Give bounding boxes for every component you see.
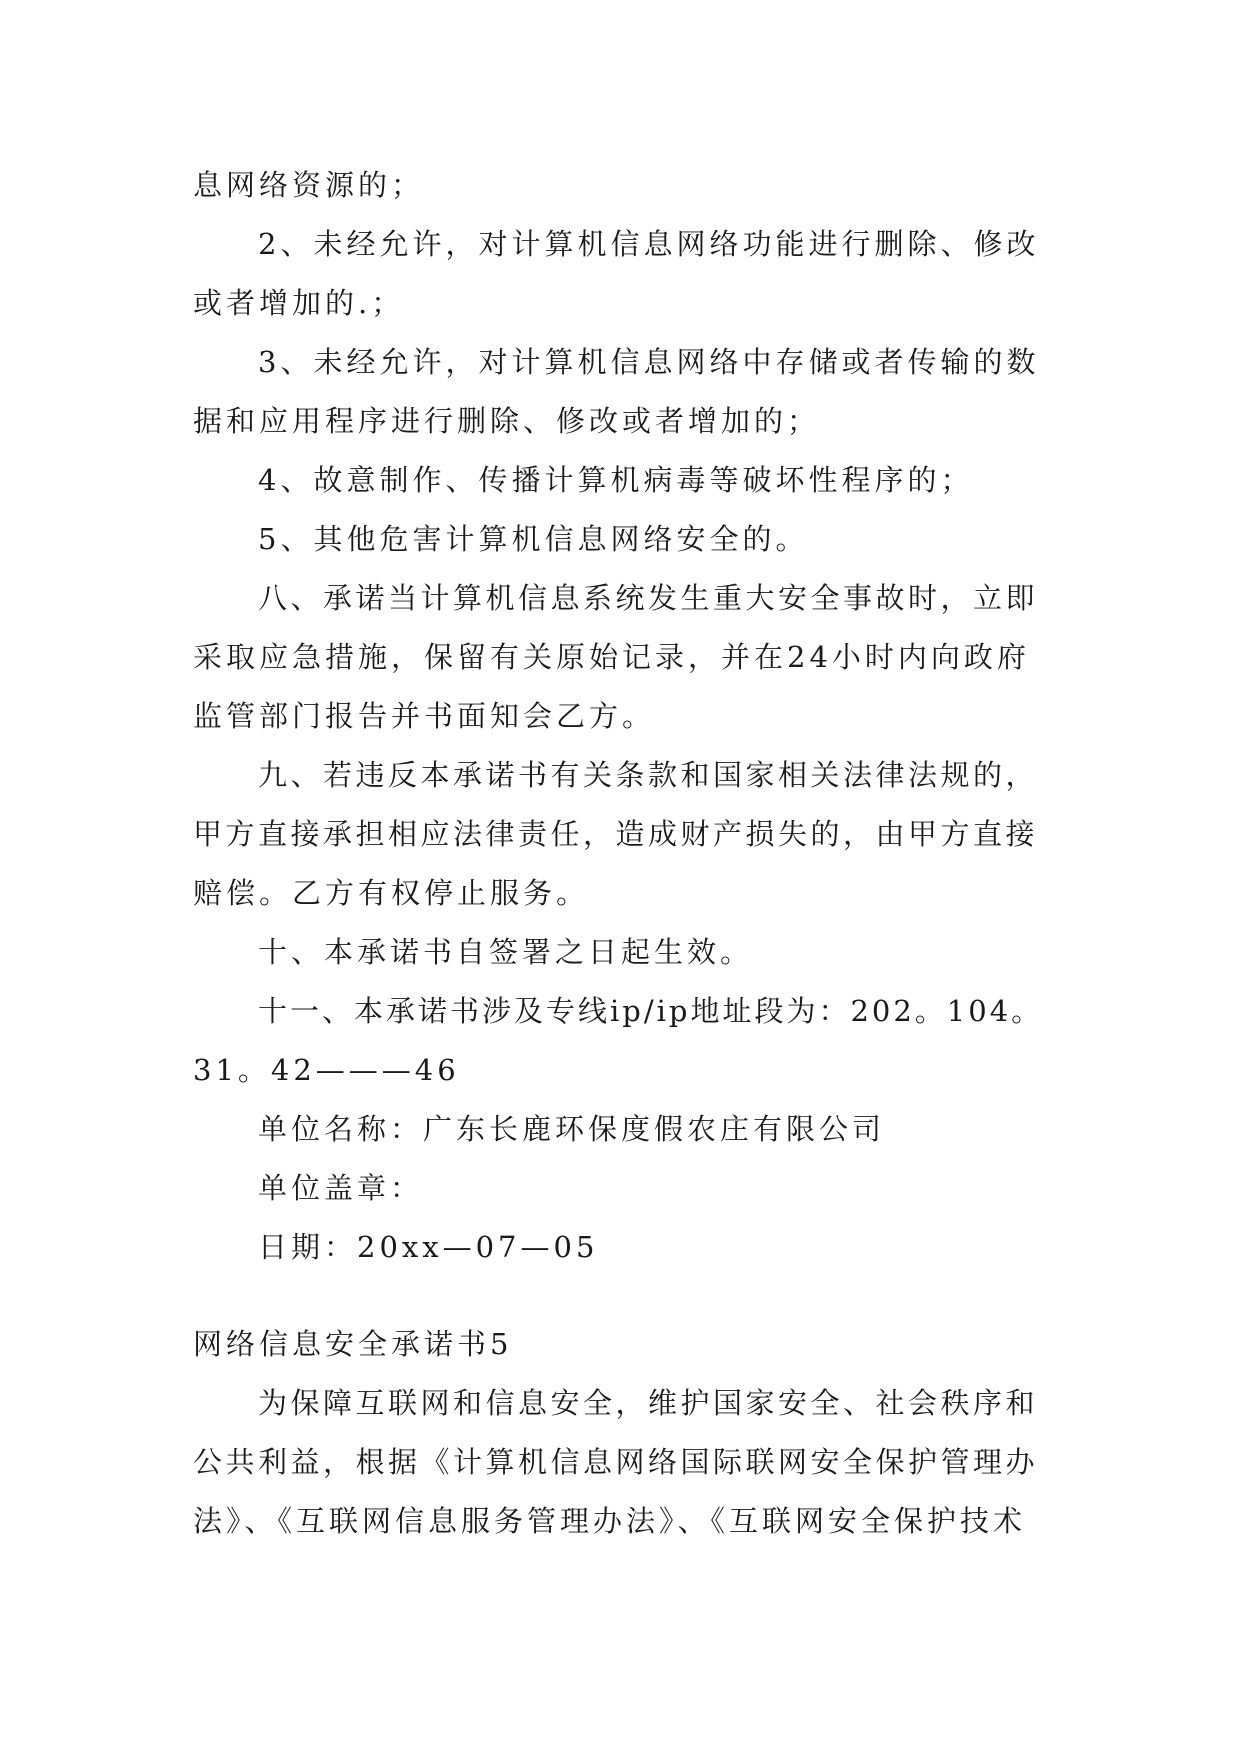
text-line: 4、故意制作、传播计算机病毒等破坏性程序的； — [258, 463, 974, 497]
text-line: 单位名称：广东长鹿环保度假农庄有限公司 — [258, 1112, 886, 1146]
text-line: 5、其他危害计算机信息网络安全的。 — [258, 522, 809, 556]
text-line: 3、未经允许，对计算机信息网络中存储或者传输的数 — [258, 345, 1040, 379]
text-line: 八、承诺当计算机信息系统发生重大安全事故时，立即 — [258, 581, 1039, 615]
text-line: 法》、《互联网信息服务管理办法》、《互联网安全保护技术 — [193, 1504, 1027, 1538]
text-line: 据和应用程序进行删除、修改或者增加的； — [193, 404, 821, 438]
text-line: 赔偿。乙方有权停止服务。 — [193, 876, 590, 910]
text-line: 息网络资源的； — [193, 168, 425, 202]
text-line: 甲方直接承担相应法律责任，造成财产损失的，由甲方直接 — [193, 817, 1039, 851]
text-line: 单位盖章： — [258, 1171, 424, 1205]
text-line: 监管部门报告并书面知会乙方。 — [193, 699, 656, 733]
text-line: 九、若违反本承诺书有关条款和国家相关法律法规的， — [258, 758, 1039, 792]
text-line: 公共利益，根据《计算机信息网络国际联网安全保护管理办 — [193, 1445, 1039, 1479]
text-line: 日期：20xx—07—05 — [258, 1230, 599, 1264]
text-line: 采取应急措施，保留有关原始记录，并在24小时内向政府 — [193, 640, 1030, 674]
text-line: 31。42———46 — [193, 1053, 460, 1087]
text-line: 为保障互联网和信息安全，维护国家安全、社会秩序和 — [258, 1386, 1039, 1420]
section-heading: 网络信息安全承诺书5 — [193, 1327, 513, 1361]
text-line: 十、本承诺书自签署之日起生效。 — [258, 935, 754, 969]
text-line: 十一、本承诺书涉及专线ip/ip地址段为：202。104。 — [258, 994, 1044, 1028]
text-line: 或者增加的.； — [193, 286, 405, 320]
text-line: 2、未经允许，对计算机信息网络功能进行删除、修改 — [258, 227, 1040, 261]
